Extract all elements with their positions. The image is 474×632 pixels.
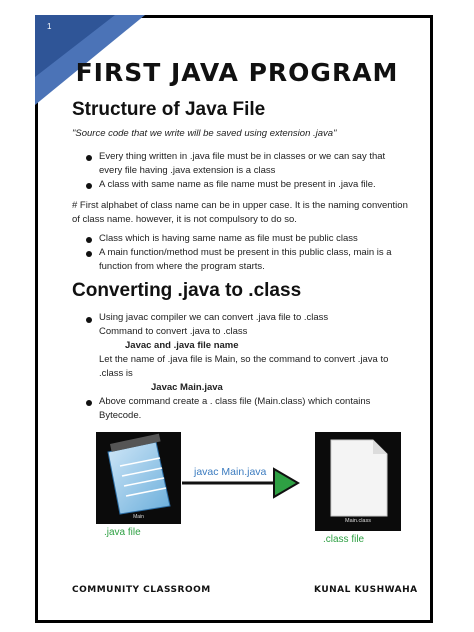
class-icon-label: Main.class: [345, 518, 371, 524]
bullet-text: A main function/method must be present in this public class, main is a function from where the program starts.: [99, 247, 392, 272]
bullet-dot: [86, 251, 92, 257]
bullet-text: Every thing written in .java file must be in classes or we can say that every file having .java extension is a class: [99, 151, 386, 176]
java-icon-label: Main: [133, 514, 144, 520]
page-number: 1: [47, 22, 52, 31]
converting-text: Above command create a . class file (Main.class) which contains Bytecode.: [99, 396, 371, 421]
java-file-caption: .java file: [104, 527, 141, 538]
java-file-icon: [96, 432, 181, 524]
bullet-dot: [86, 155, 92, 161]
arrow-icon: [182, 466, 302, 500]
section-heading-structure: Structure of Java File: [72, 99, 266, 120]
note-paragraph: # First alphabet of class name can be in upper case. It is the naming convention of class name. however, it is not compulsory to do so.: [72, 200, 408, 225]
class-file-caption: .class file: [323, 534, 365, 545]
section-heading-converting: Converting .java to .class: [72, 280, 302, 301]
quote-text: "Source code that we write will be saved using extension .java": [72, 128, 337, 139]
converting-text: Using javac compiler we can convert .java file to .class Command to convert .java to .class Javac and .java file name Let the name of .java file is Main, so the command to convert .java to .class is Javac Main.java: [99, 312, 389, 393]
page-title: FIRST JAVA PROGRAM: [75, 58, 399, 87]
bullet-text: Class which is having same name as file must be public class: [99, 233, 358, 244]
javac-command-label: javac Main.java: [194, 466, 267, 478]
bullet-dot: [86, 183, 92, 189]
bullet-dot: [86, 237, 92, 243]
footer-right: KUNAL KUSHWAHA: [314, 585, 418, 595]
bullet-dot: [86, 400, 92, 406]
bullet-text: A class with same name as file name must be present in .java file.: [99, 179, 376, 190]
bullet-dot: [86, 317, 92, 323]
class-file-icon: [315, 432, 401, 531]
footer-left: COMMUNITY CLASSROOM: [72, 585, 211, 595]
